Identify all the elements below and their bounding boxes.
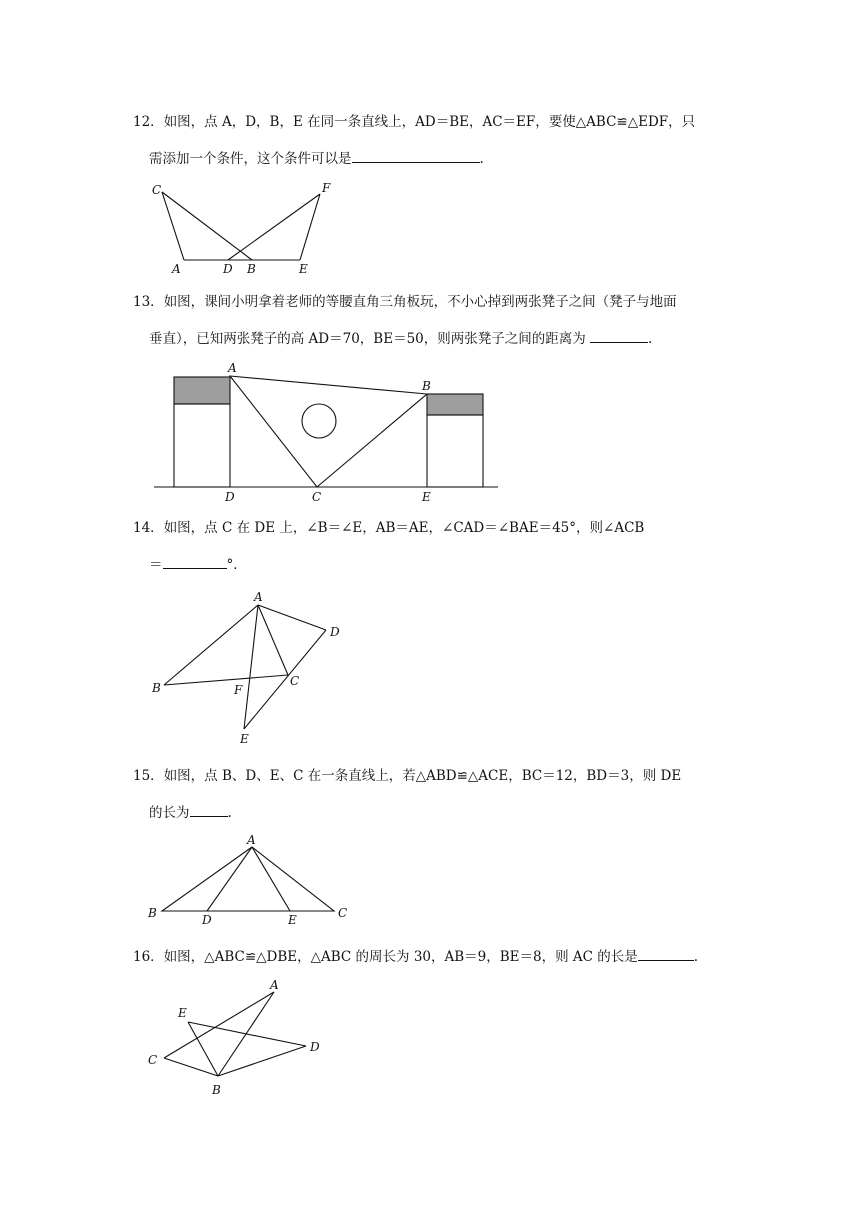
problem-13-line1	[133, 292, 677, 312]
problem-text: 如图，△ABC≌△DBE，△ABC 的周长为 30，AB＝9，BE＝8，则 AC 的长是	[163, 949, 638, 965]
period: .	[479, 151, 484, 167]
label-D: D	[225, 490, 235, 504]
problem-12-line1	[133, 112, 695, 132]
problem-number: 16．	[133, 949, 164, 965]
problem-13-line2	[149, 328, 652, 349]
answer-blank[interactable]	[638, 946, 694, 961]
problem-number: 15．	[133, 768, 164, 784]
period: .	[693, 949, 699, 965]
problem-16-line1	[133, 946, 698, 967]
label-D: D	[310, 1040, 320, 1054]
problem-15-line2	[149, 802, 232, 823]
label-B: B	[422, 379, 431, 393]
label-B: B	[148, 906, 157, 920]
problem-text: 的长为	[149, 805, 190, 821]
period: .	[227, 805, 232, 821]
label-C: C	[152, 183, 162, 197]
label-A: A	[254, 590, 263, 604]
label-C: C	[312, 490, 322, 504]
period: .	[648, 331, 653, 347]
answer-blank[interactable]	[352, 148, 480, 163]
answer-blank[interactable]	[590, 328, 648, 343]
problem-number: 14．	[133, 520, 164, 536]
problem-text: ＝	[149, 557, 163, 573]
degree-end: °．	[226, 557, 247, 573]
figure-12	[140, 176, 350, 278]
figure-16	[144, 974, 334, 1100]
figure-14	[148, 586, 348, 750]
label-B: B	[212, 1083, 221, 1097]
problem-12-line2	[149, 148, 484, 169]
label-B: B	[152, 681, 161, 695]
answer-blank[interactable]	[190, 802, 228, 817]
label-F: F	[234, 683, 243, 697]
label-A: A	[270, 978, 279, 992]
problem-15-line1	[133, 766, 681, 786]
label-A: A	[247, 833, 256, 847]
problem-text: 垂直），已知两张凳子的高 AD＝70，BE＝50，则两张凳子之间的距离为	[149, 331, 586, 347]
label-A: A	[228, 361, 237, 375]
label-C: C	[338, 906, 348, 920]
label-A: A	[172, 262, 181, 276]
problem-text: 如图，点 C 在 DE 上，∠B＝∠E，AB＝AE，∠CAD＝∠BAE＝45°，则∠ACB	[163, 520, 645, 536]
label-E: E	[299, 262, 308, 276]
label-D: D	[330, 625, 340, 639]
problem-text: 如图，点 A，D，B，E 在同一条直线上，AD＝BE，AC＝EF，要使△ABC≌△EDF，只	[163, 114, 696, 130]
figure-13	[150, 360, 506, 508]
answer-blank[interactable]	[163, 554, 227, 569]
problem-number: 12．	[133, 114, 164, 130]
label-C: C	[290, 674, 300, 688]
problem-14-line1	[133, 518, 644, 538]
label-D: D	[223, 262, 233, 276]
label-E: E	[422, 490, 431, 504]
label-F: F	[322, 181, 331, 195]
label-D: D	[202, 913, 212, 926]
figure-15	[144, 830, 358, 926]
label-E: E	[178, 1006, 187, 1020]
problem-14-line2	[149, 554, 247, 575]
label-B: B	[247, 262, 256, 276]
problem-text: 如图，点 B、D、E、C 在一条直线上，若△ABD≌△ACE，BC＝12，BD＝3，则 DE	[163, 768, 682, 784]
problem-number: 13．	[133, 294, 164, 310]
problem-text: 如图，课间小明拿着老师的等腰直角三角板玩，不小心掉到两张凳子之间（凳子与地面	[163, 294, 677, 310]
label-E: E	[240, 732, 249, 746]
problem-text: 需添加一个条件，这个条件可以是	[149, 151, 352, 167]
label-E: E	[288, 913, 297, 926]
label-C: C	[148, 1053, 158, 1067]
